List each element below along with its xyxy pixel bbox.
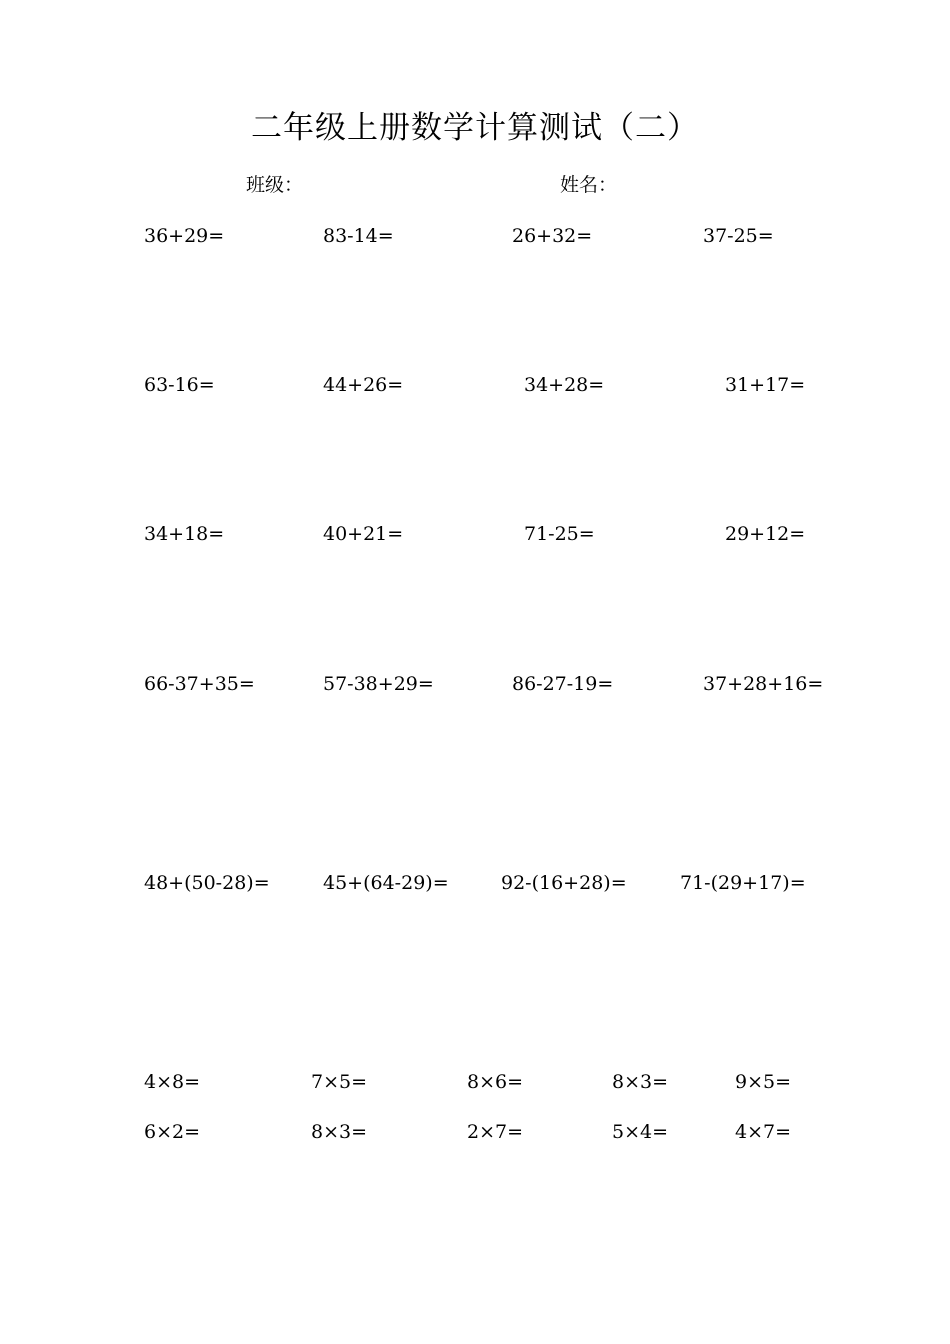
problem-r7-c5: 4×7= bbox=[735, 1121, 792, 1143]
problem-r3-c3: 71-25= bbox=[524, 523, 595, 545]
problem-r3-c1: 34+18= bbox=[144, 523, 225, 545]
problem-r6-c4: 8×3= bbox=[612, 1071, 669, 1093]
problem-r7-c4: 5×4= bbox=[612, 1121, 669, 1143]
problem-r4-c1: 66-37+35= bbox=[144, 673, 255, 695]
name-label: 姓名： bbox=[560, 174, 618, 196]
page-title: 二年级上册数学计算测试（二） bbox=[251, 110, 699, 146]
problem-r5-c2: 45+(64-29)= bbox=[323, 872, 449, 894]
problem-r4-c3: 86-27-19= bbox=[512, 673, 614, 695]
problem-r6-c2: 7×5= bbox=[311, 1071, 368, 1093]
problem-r6-c5: 9×5= bbox=[735, 1071, 792, 1093]
problem-r5-c4: 71-(29+17)= bbox=[680, 872, 806, 894]
problem-r2-c1: 63-16= bbox=[144, 374, 215, 396]
problem-r1-c1: 36+29= bbox=[144, 225, 225, 247]
problem-r4-c2: 57-38+29= bbox=[323, 673, 434, 695]
problem-r1-c2: 83-14= bbox=[323, 225, 394, 247]
problem-r3-c2: 40+21= bbox=[323, 523, 404, 545]
problem-r3-c4: 29+12= bbox=[725, 523, 806, 545]
problem-r5-c1: 48+(50-28)= bbox=[144, 872, 270, 894]
problem-r1-c4: 37-25= bbox=[703, 225, 774, 247]
problem-r2-c4: 31+17= bbox=[725, 374, 806, 396]
problem-r2-c3: 34+28= bbox=[524, 374, 605, 396]
problem-r7-c1: 6×2= bbox=[144, 1121, 201, 1143]
problem-r2-c2: 44+26= bbox=[323, 374, 404, 396]
problem-r5-c3: 92-(16+28)= bbox=[501, 872, 627, 894]
problem-r7-c3: 2×7= bbox=[467, 1121, 524, 1143]
problem-r6-c3: 8×6= bbox=[467, 1071, 524, 1093]
problem-r1-c3: 26+32= bbox=[512, 225, 593, 247]
problem-r4-c4: 37+28+16= bbox=[703, 673, 824, 695]
problem-r7-c2: 8×3= bbox=[311, 1121, 368, 1143]
problem-r6-c1: 4×8= bbox=[144, 1071, 201, 1093]
class-label: 班级： bbox=[246, 174, 304, 196]
